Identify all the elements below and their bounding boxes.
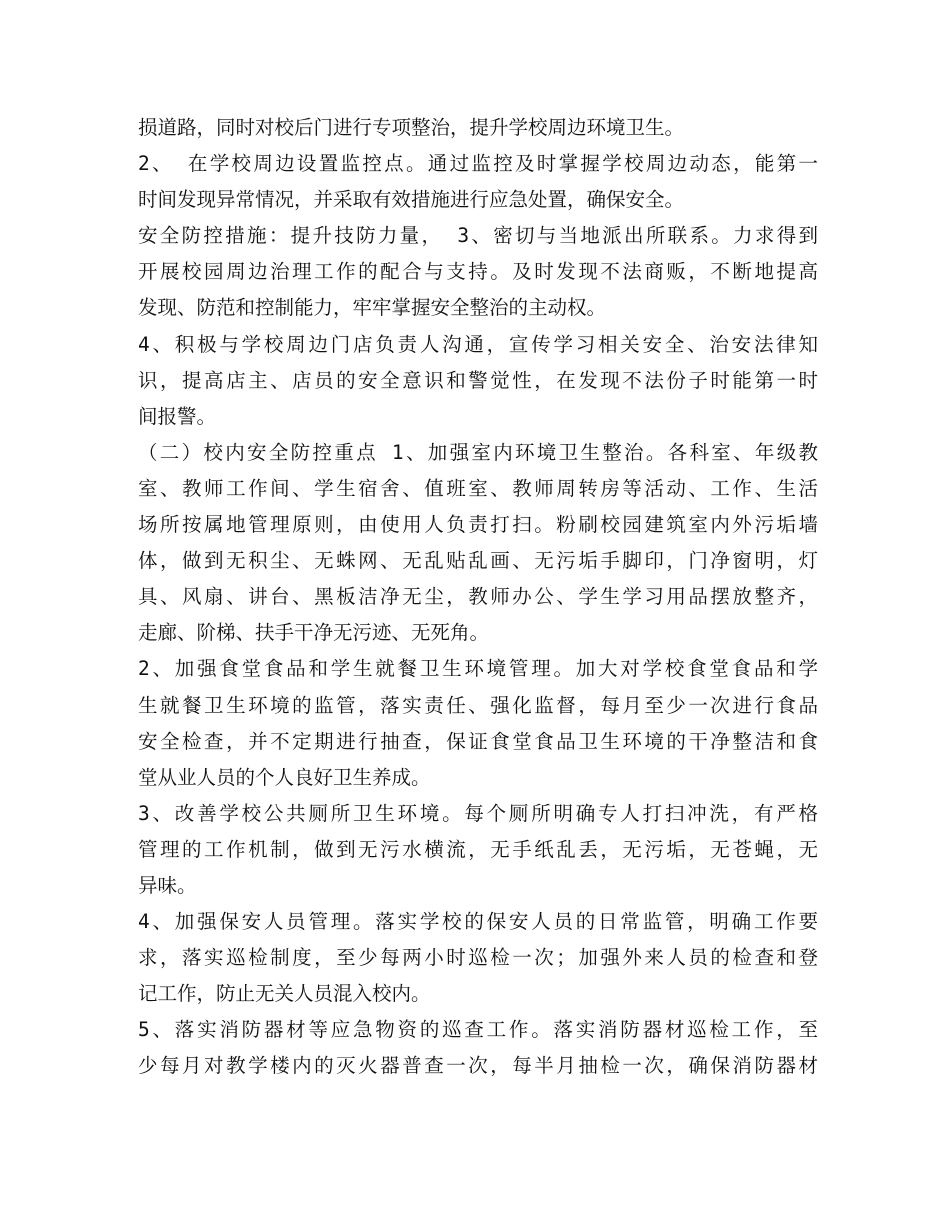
text-line: 4、加强保安人员管理。落实学校的保安人员的日常监管，明确工作要 (138, 910, 818, 934)
text-line: 走廊、阶梯、扶手干净无污迹、无死角。 (138, 621, 490, 645)
text-line: 损道路，同时对校后门进行专项整治，提升学校周边环境卫生。 (138, 116, 685, 139)
text-line: 识，提高店主、店员的安全意识和警觉性，在发现不法份子时能第一时 (138, 368, 818, 392)
text-line: 时间发现异常情况，并采取有效措施进行应急处置，确保安全。 (138, 188, 685, 212)
text-line: 管理的工作机制，做到无污水横流，无手纸乱丢，无污垢，无苍蝇，无 (138, 837, 818, 861)
text-line: （二）校内安全防控重点 1、加强室内环境卫生整治。各科室、年级教 (138, 440, 818, 464)
text-line: 异味。 (138, 873, 197, 897)
text-line: 安全检查，并不定期进行抽查，保证食堂食品卫生环境的干净整洁和食 (138, 729, 818, 753)
text-line: 5、落实消防器材等应急物资的巡查工作。落实消防器材巡检工作，至 (138, 1018, 818, 1042)
document-body (138, 110, 818, 1085)
text-line: 4、积极与学校周边门店负责人沟通，宣传学习相关安全、治安法律知 (138, 332, 818, 356)
text-line: 室、教师工作间、学生宿舍、值班室、教师周转房等活动、工作、生活 (138, 476, 818, 500)
text-line: 2、加强食堂食品和学生就餐卫生环境管理。加大对学校食堂食品和学 (138, 657, 818, 681)
text-line: 具、风扇、讲台、黑板洁净无尘，教师办公、学生学习用品摆放整齐， (138, 585, 818, 609)
text-line: 体，做到无积尘、无蛛网、无乱贴乱画、无污垢手脚印，门净窗明，灯 (138, 549, 818, 573)
text-line: 2、 在学校周边设置监控点。通过监控及时掌握学校周边动态，能第一 (138, 152, 818, 176)
text-line: 生就餐卫生环境的监管，落实责任、强化监督，每月至少一次进行食品 (138, 693, 818, 717)
text-line: 求，落实巡检制度，至少每两小时巡检一次；加强外来人员的检查和登 (138, 946, 818, 970)
text-line: 开展校园周边治理工作的配合与支持。及时发现不法商贩，不断地提高 (138, 260, 818, 284)
text-line: 记工作，防止无关人员混入校内。 (138, 982, 431, 1006)
text-line: 安全防控措施：提升技防力量， 3、密切与当地派出所联系。力求得到 (138, 224, 818, 248)
text-line: 堂从业人员的个人良好卫生养成。 (138, 765, 431, 789)
text-line: 发现、防范和控制能力，牢牢掌握安全整治的主动权。 (138, 296, 607, 320)
text-line: 场所按属地管理原则，由使用人负责打扫。粉刷校园建筑室内外污垢墙 (138, 513, 818, 537)
text-line: 少每月对教学楼内的灭火器普查一次，每半月抽检一次，确保消防器材 (138, 1054, 818, 1078)
text-line: 间报警。 (138, 404, 217, 428)
text-line: 3、改善学校公共厕所卫生环境。每个厕所明确专人打扫冲洗，有严格 (138, 801, 818, 825)
